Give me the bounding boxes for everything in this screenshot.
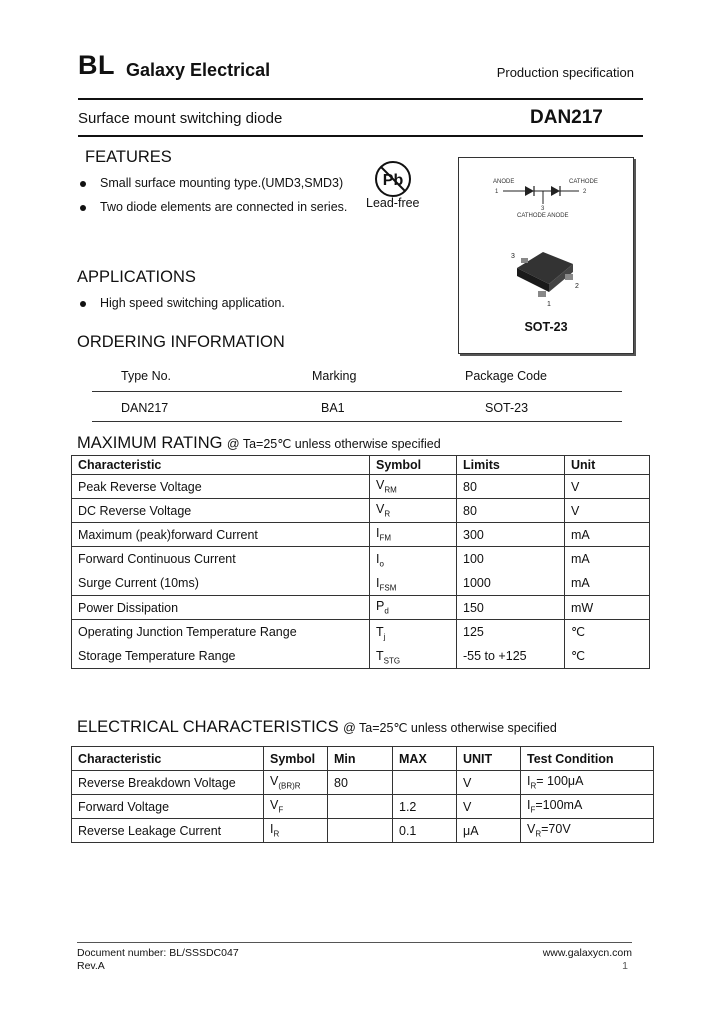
table-header-row xyxy=(72,456,650,475)
svg-text:2: 2 xyxy=(575,283,579,290)
feature-item: Small surface mounting type.(UMD3,SMD3) xyxy=(80,176,343,190)
svg-text:3: 3 xyxy=(511,253,515,260)
cell-limit: 100 1000 xyxy=(457,547,565,596)
cell-test-condition: $V_R=70V$ xyxy=(521,819,654,843)
cell-limit: 150 xyxy=(457,596,565,620)
website-link[interactable]: www.galaxycn.com xyxy=(542,947,632,959)
anode-label: ANODE xyxy=(493,179,515,185)
table-header-row xyxy=(72,747,654,771)
table-row xyxy=(72,523,650,547)
max-rating-heading: MAXIMUM RATING xyxy=(77,434,223,452)
elec-heading: ELECTRICAL CHARACTERISTICS xyxy=(77,718,339,736)
cell-limit: 125 -55 to +125 xyxy=(457,620,565,669)
cell-unit: mA mA xyxy=(565,547,650,596)
header-divider xyxy=(78,98,643,100)
cell-characteristic: Forward Voltage xyxy=(72,795,264,819)
cell-characteristic: Reverse Leakage Current xyxy=(72,819,264,843)
bullet-icon xyxy=(80,205,86,211)
lead-free-icon xyxy=(374,160,412,198)
ordering-col-type: Type No. xyxy=(121,369,172,383)
cell-min: 80 xyxy=(328,771,393,795)
application-item: High speed switching application. xyxy=(80,296,285,310)
document-subtitle: Surface mount switching diode xyxy=(78,110,283,127)
elec-table xyxy=(71,746,654,843)
table-row xyxy=(72,819,654,843)
cell-max: 0.1 xyxy=(393,819,457,843)
col-unit: Unit xyxy=(565,456,650,475)
cell-test-condition: $I_R= 100\mu A$ xyxy=(521,771,654,795)
pin1-label: 1 xyxy=(495,189,499,195)
cell-min xyxy=(328,795,393,819)
pin3-label: 3 xyxy=(541,206,545,212)
subtitle-divider xyxy=(78,135,643,137)
ordering-col-package: Package Code xyxy=(465,369,548,383)
common-label: CATHODE ANODE xyxy=(517,213,569,219)
diode-schematic xyxy=(459,174,633,224)
cell-limit: 80 xyxy=(457,475,565,499)
footer-divider xyxy=(77,942,632,943)
pin2-label: 2 xyxy=(583,189,587,195)
brand-logo: BL xyxy=(78,50,115,80)
package-diagram-box xyxy=(458,157,634,354)
cell-characteristic: Forward Continuous Current Surge Current (10ms) xyxy=(72,547,370,596)
lead-free-label: Lead-free xyxy=(366,196,420,210)
bullet-icon xyxy=(80,181,86,187)
cell-min xyxy=(328,819,393,843)
table-row xyxy=(72,795,654,819)
cell-symbol: $I_R$ xyxy=(264,819,328,843)
cell-characteristic: Power Dissipation xyxy=(72,596,370,620)
company-name: Galaxy Electrical xyxy=(126,60,271,80)
cell-max: 1.2 xyxy=(393,795,457,819)
table-row xyxy=(72,475,650,499)
table-row-pair xyxy=(72,620,650,669)
spec-type: Production specification xyxy=(496,65,634,80)
cell-unit: μA xyxy=(457,819,521,843)
cell-test-condition: $I_F=100mA$ xyxy=(521,795,654,819)
features-heading: FEATURES xyxy=(85,148,172,166)
table-row xyxy=(72,499,650,523)
table-row xyxy=(72,771,654,795)
col-characteristic: Characteristic xyxy=(72,747,264,771)
cell-unit: V xyxy=(565,475,650,499)
sot23-package-illustration xyxy=(507,246,587,308)
package-name: SOT-23 xyxy=(524,320,568,334)
svg-text:1: 1 xyxy=(547,301,551,308)
elec-condition: @ Ta=25℃ unless otherwise specified xyxy=(343,721,557,735)
cell-symbol: $V_R$ xyxy=(370,499,457,523)
cell-unit: ℃ ℃ xyxy=(565,620,650,669)
page-number: 1 xyxy=(622,960,628,972)
ordering-cell-package: SOT-23 xyxy=(485,401,529,415)
ordering-heading: ORDERING INFORMATION xyxy=(77,333,285,351)
col-limits: Limits xyxy=(457,456,565,475)
ordering-divider xyxy=(92,421,622,422)
cell-unit: V xyxy=(565,499,650,523)
cell-characteristic: Peak Reverse Voltage xyxy=(72,475,370,499)
doc-number: Document number: BL/SSSDC047 xyxy=(77,947,239,959)
cell-symbol: $P_d$ xyxy=(370,596,457,620)
cell-symbol: $T_j$ $T_{STG}$ xyxy=(370,620,457,669)
cell-characteristic: Reverse Breakdown Voltage xyxy=(72,771,264,795)
cell-characteristic: Maximum (peak)forward Current xyxy=(72,523,370,547)
ordering-col-marking: Marking xyxy=(312,369,357,383)
cell-unit: mA xyxy=(565,523,650,547)
cell-max xyxy=(393,771,457,795)
bullet-icon xyxy=(80,301,86,307)
cell-symbol: $V_{(BR)R}$ xyxy=(264,771,328,795)
col-test-condition: Test Condition xyxy=(521,747,654,771)
part-number: DAN217 xyxy=(530,107,603,128)
ordering-cell-type: DAN217 xyxy=(121,401,169,415)
col-symbol: Symbol xyxy=(264,747,328,771)
cell-limit: 300 xyxy=(457,523,565,547)
table-row xyxy=(72,596,650,620)
feature-item: Two diode elements are connected in series. xyxy=(80,200,347,214)
table-row-pair xyxy=(72,547,650,596)
cell-symbol: $V_F$ xyxy=(264,795,328,819)
col-min: Min xyxy=(328,747,393,771)
cell-unit: mW xyxy=(565,596,650,620)
col-max: MAX xyxy=(393,747,457,771)
applications-heading: APPLICATIONS xyxy=(77,268,196,286)
max-rating-table xyxy=(71,455,650,669)
elec-title xyxy=(77,718,557,737)
ordering-cell-marking: BA1 xyxy=(321,401,345,415)
col-symbol: Symbol xyxy=(370,456,457,475)
cell-characteristic: DC Reverse Voltage xyxy=(72,499,370,523)
cell-limit: 80 xyxy=(457,499,565,523)
revision: Rev.A xyxy=(77,960,105,972)
cell-symbol: $I_{FM}$ xyxy=(370,523,457,547)
cell-symbol: $V_{RM}$ xyxy=(370,475,457,499)
col-characteristic: Characteristic xyxy=(72,456,370,475)
ordering-divider xyxy=(92,391,622,392)
cell-unit: V xyxy=(457,795,521,819)
cell-symbol: $I_o$ $I_{FSM}$ xyxy=(370,547,457,596)
lead-free-symbol: Pb xyxy=(382,172,404,189)
cathode-label: CATHODE xyxy=(569,179,598,185)
cell-characteristic: Operating Junction Temperature Range Storage Temperature Range xyxy=(72,620,370,669)
cell-unit: V xyxy=(457,771,521,795)
max-rating-condition: @ Ta=25℃ unless otherwise specified xyxy=(226,437,441,451)
col-unit: UNIT xyxy=(457,747,521,771)
max-rating-title xyxy=(77,434,441,453)
